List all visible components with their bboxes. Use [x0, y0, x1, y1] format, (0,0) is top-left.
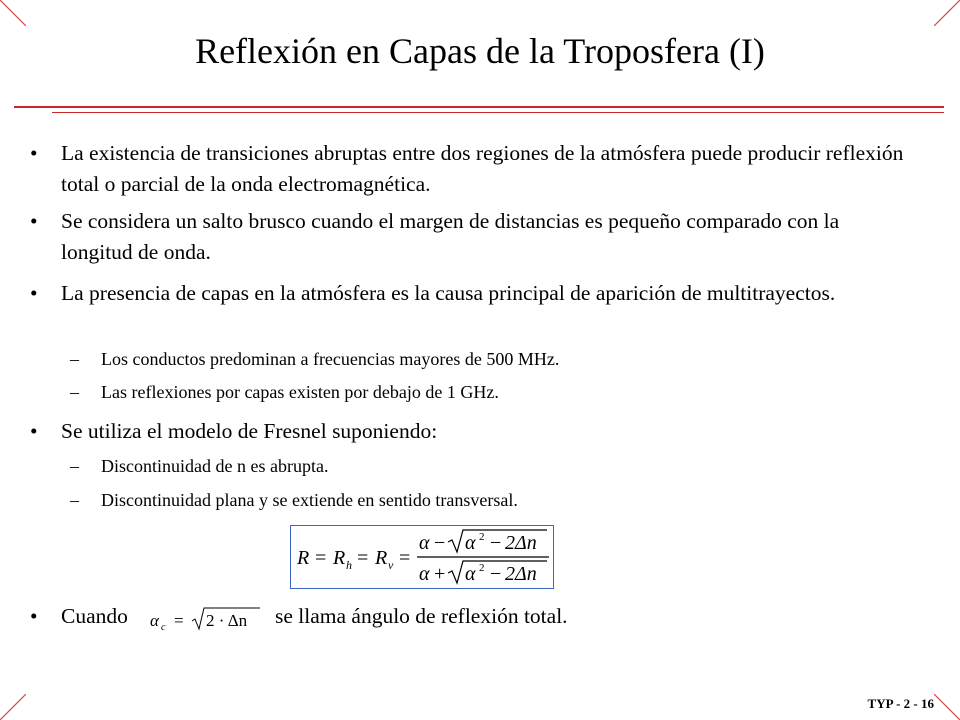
bullet-item	[30, 278, 910, 309]
sub-bullet-marker: –	[70, 490, 79, 510]
critical-angle-formula	[148, 604, 266, 634]
slide-title: Reflexión en Capas de la Troposfera (I)	[195, 31, 765, 71]
bullet-text: La existencia de transiciones abruptas entre dos regiones de la atmósfera puede producir reflexión total o parcial de la onda electromagnética.	[61, 141, 904, 196]
formula-Rv: R	[375, 547, 388, 569]
bullet-item	[30, 138, 910, 200]
critical-alpha: α	[150, 611, 159, 630]
formula-v-subscript: v	[388, 558, 394, 572]
corner-ornament-bottom-left	[0, 694, 26, 720]
formula-R: R	[297, 547, 310, 569]
bullet-text: Se utiliza el modelo de Fresnel suponiendo:	[61, 419, 438, 443]
critical-expr: 2 · Δn	[206, 611, 248, 630]
sub-bullet-text: Los conductos predominan a frecuencias mayores de 500 MHz.	[101, 349, 560, 369]
bullet-marker: •	[30, 209, 38, 233]
sub-bullet-marker: –	[70, 456, 79, 476]
sub-bullet-item	[70, 453, 910, 479]
sub-bullet-marker: –	[70, 382, 79, 402]
title-divider	[14, 106, 944, 108]
critical-subscript: c	[161, 622, 166, 633]
formula-h-subscript: h	[346, 558, 352, 572]
title-divider-thin	[52, 112, 944, 113]
bullet-text: Se considera un salto brusco cuando el margen de distancias es pequeño comparado con la longitud de onda.	[61, 209, 840, 264]
fresnel-formula-box	[290, 525, 554, 589]
denominator-alpha-2: α	[465, 563, 476, 585]
bullet-text-after: se llama ángulo de reflexión total.	[275, 604, 568, 628]
bullet-item	[30, 206, 910, 268]
numerator-alpha-2: α	[465, 532, 476, 554]
sub-bullet-item	[70, 346, 910, 372]
corner-ornament-bottom-right	[934, 694, 960, 720]
numerator-two-dn: 2Δn	[505, 532, 537, 554]
bullet-marker: •	[30, 281, 38, 305]
footer-label: TYP	[867, 696, 893, 711]
critical-equals: =	[174, 611, 184, 630]
denominator-plus: +	[434, 563, 446, 585]
sub-bullet-text: Las reflexiones por capas existen por debajo de 1 GHz.	[101, 382, 499, 402]
numerator-minus: −	[434, 532, 446, 554]
bullet-marker: •	[30, 419, 38, 443]
formula-equals-3: =	[399, 547, 411, 569]
sub-bullet-marker: –	[70, 349, 79, 369]
formula-Rh: R	[333, 547, 346, 569]
sub-bullet-text: Discontinuidad plana y se extiende en sentido transversal.	[101, 490, 518, 510]
formula-equals-2: =	[357, 547, 369, 569]
bullet-item	[30, 416, 910, 447]
slide-footer	[868, 696, 934, 712]
denominator-exponent: 2	[479, 562, 485, 574]
denominator-minus: −	[490, 563, 502, 585]
bullet-marker: •	[30, 604, 38, 628]
fresnel-formula	[291, 526, 553, 588]
bullet-marker: •	[30, 141, 38, 165]
bullet-text-before: Cuando	[61, 604, 128, 628]
denominator-alpha: α	[419, 563, 430, 585]
denominator-two-dn: 2Δn	[505, 563, 537, 585]
footer-page-number: - 2 - 16	[896, 696, 934, 711]
bullet-text: La presencia de capas en la atmósfera es la causa principal de aparición de multitrayectos.	[61, 281, 836, 305]
numerator-minus-2: −	[490, 532, 502, 554]
numerator-exponent: 2	[479, 531, 485, 543]
corner-ornament-top-left	[0, 0, 26, 26]
sub-bullet-text: Discontinuidad de n es abrupta.	[101, 456, 329, 476]
sub-bullet-item	[70, 487, 910, 513]
numerator-alpha: α	[419, 532, 430, 554]
sub-bullet-item	[70, 379, 910, 405]
formula-equals-1: =	[315, 547, 327, 569]
corner-ornament-top-right	[934, 0, 960, 26]
